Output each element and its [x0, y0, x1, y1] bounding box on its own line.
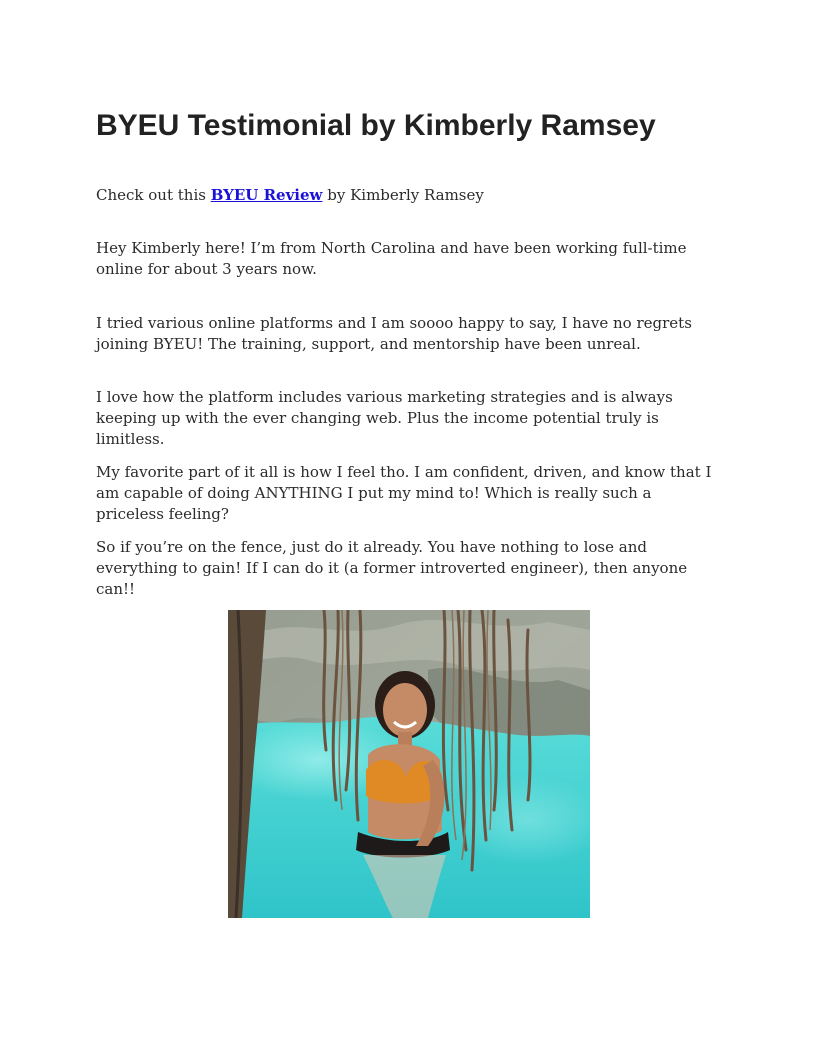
byeu-review-link[interactable]: BYEU Review — [210, 186, 323, 204]
intro-paragraph — [96, 185, 720, 206]
body-paragraph: My favorite part of it all is how I feel tho. I am confident, driven, and know that I am capable of doing ANYTHING I put my mind to! Which is really such a priceless feeling? — [96, 463, 712, 523]
testimonial-photo — [228, 610, 590, 918]
cenote-photo-illustration — [228, 610, 590, 918]
body-paragraph: I tried various online platforms and I am soooo happy to say, I have no regrets joining BYEU! The training, support, and mentorship have been unreal. — [96, 314, 692, 353]
intro-prefix: Check out this — [96, 186, 211, 204]
body-paragraph: I love how the platform includes various marketing strategies and is always keeping up with the ever changing web. Plus the income potential truly is limitless. — [96, 388, 673, 448]
document-title: BYEU Testimonial by Kimberly Ramsey — [96, 109, 656, 142]
intro-suffix: by Kimberly Ramsey — [322, 186, 484, 204]
body-paragraph: Hey Kimberly here! I’m from North Carolina and have been working full-time online for about 3 years now. — [96, 239, 687, 278]
body-paragraph: So if you’re on the fence, just do it already. You have nothing to lose and everything to gain! If I can do it (a former introverted engineer), then anyone can!! — [96, 538, 688, 598]
